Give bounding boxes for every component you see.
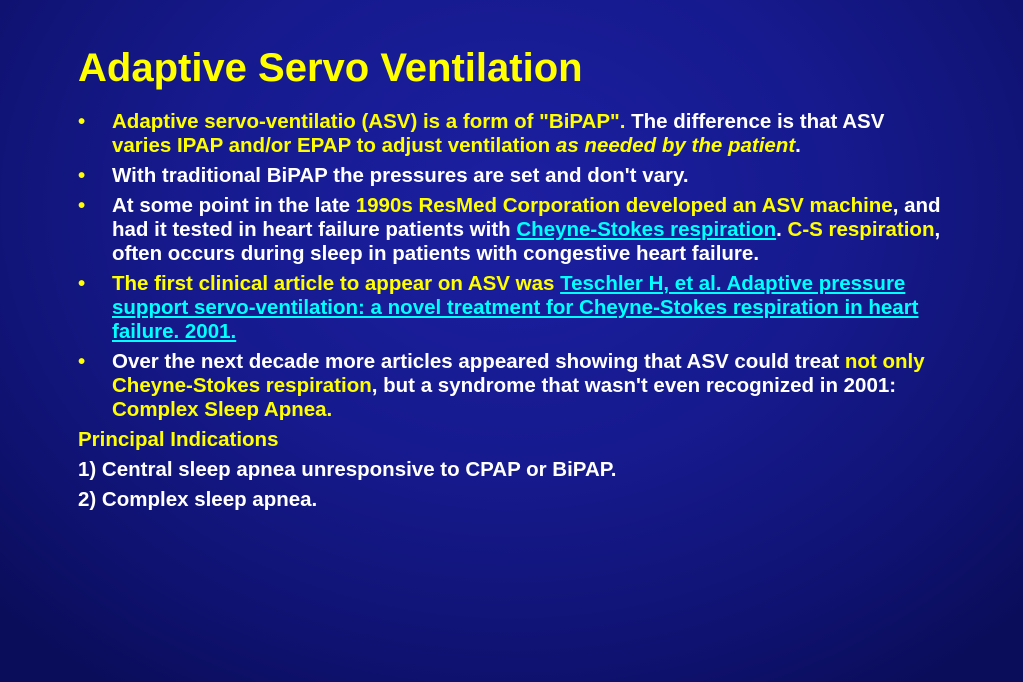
bullet-icon: • xyxy=(78,164,86,187)
bullet-icon: • xyxy=(78,194,86,217)
highlight-text: varies IPAP and/or EPAP to adjust ventilation xyxy=(112,134,551,157)
highlight-text: C-S respiration xyxy=(787,218,935,241)
indication-item-2: 2) Complex sleep apnea. xyxy=(78,488,318,511)
body-text: , but a syndrome that wasn't even recognized in 2001: xyxy=(371,374,897,397)
bullet-item-resmed-history xyxy=(78,194,948,266)
cheyne-stokes-link[interactable]: Cheyne-Stokes respiration xyxy=(516,218,777,241)
body-text: . xyxy=(776,218,788,241)
bullet-list xyxy=(78,110,948,422)
highlight-text: The first clinical article to appear on ASV was xyxy=(112,272,561,295)
bullet-icon: • xyxy=(78,350,86,373)
slide-title: Adaptive Servo Ventilation xyxy=(78,46,583,90)
highlight-text: 1990s ResMed Corporation developed an ASV machine xyxy=(355,194,893,217)
indication-item-1: 1) Central sleep apnea unresponsive to CPAP or BiPAP. xyxy=(78,458,617,481)
highlight-italic-text: as needed by the patient xyxy=(555,134,796,157)
bullet-icon: • xyxy=(78,110,86,133)
indications-heading: Principal Indications xyxy=(78,428,279,451)
slide-body xyxy=(78,110,948,518)
bullet-item-asv-definition xyxy=(78,110,948,158)
teschler-article-link[interactable]: Teschler H, et al. Adaptive pressure support servo-ventilation: a novel treatment for Cheyne-Stokes respiration in heart failure. 2001. xyxy=(112,272,919,343)
bullet-item-first-article xyxy=(78,272,948,344)
bullet-icon: • xyxy=(78,272,86,295)
body-text: , often occurs during sleep in patients with congestive heart failure. xyxy=(112,218,941,265)
bullet-item-traditional-bipap xyxy=(78,164,948,188)
body-text: With traditional BiPAP the pressures are set and don't vary. xyxy=(112,164,689,187)
body-text: Over the next decade more articles appeared showing that ASV could treat xyxy=(112,350,845,373)
highlight-text: Complex Sleep Apnea. xyxy=(112,398,333,421)
body-text: The difference is that ASV xyxy=(625,110,885,133)
body-text: At some point in the late xyxy=(112,194,356,217)
bullet-item-complex-sleep-apnea xyxy=(78,350,948,422)
highlight-text: Adaptive servo-ventilatio (ASV) is a form of "BiPAP". xyxy=(112,110,626,133)
body-text: , and had it tested in heart failure patients with xyxy=(112,194,941,241)
body-text: . xyxy=(795,134,801,157)
highlight-text: not only Cheyne-Stokes respiration xyxy=(112,350,925,397)
